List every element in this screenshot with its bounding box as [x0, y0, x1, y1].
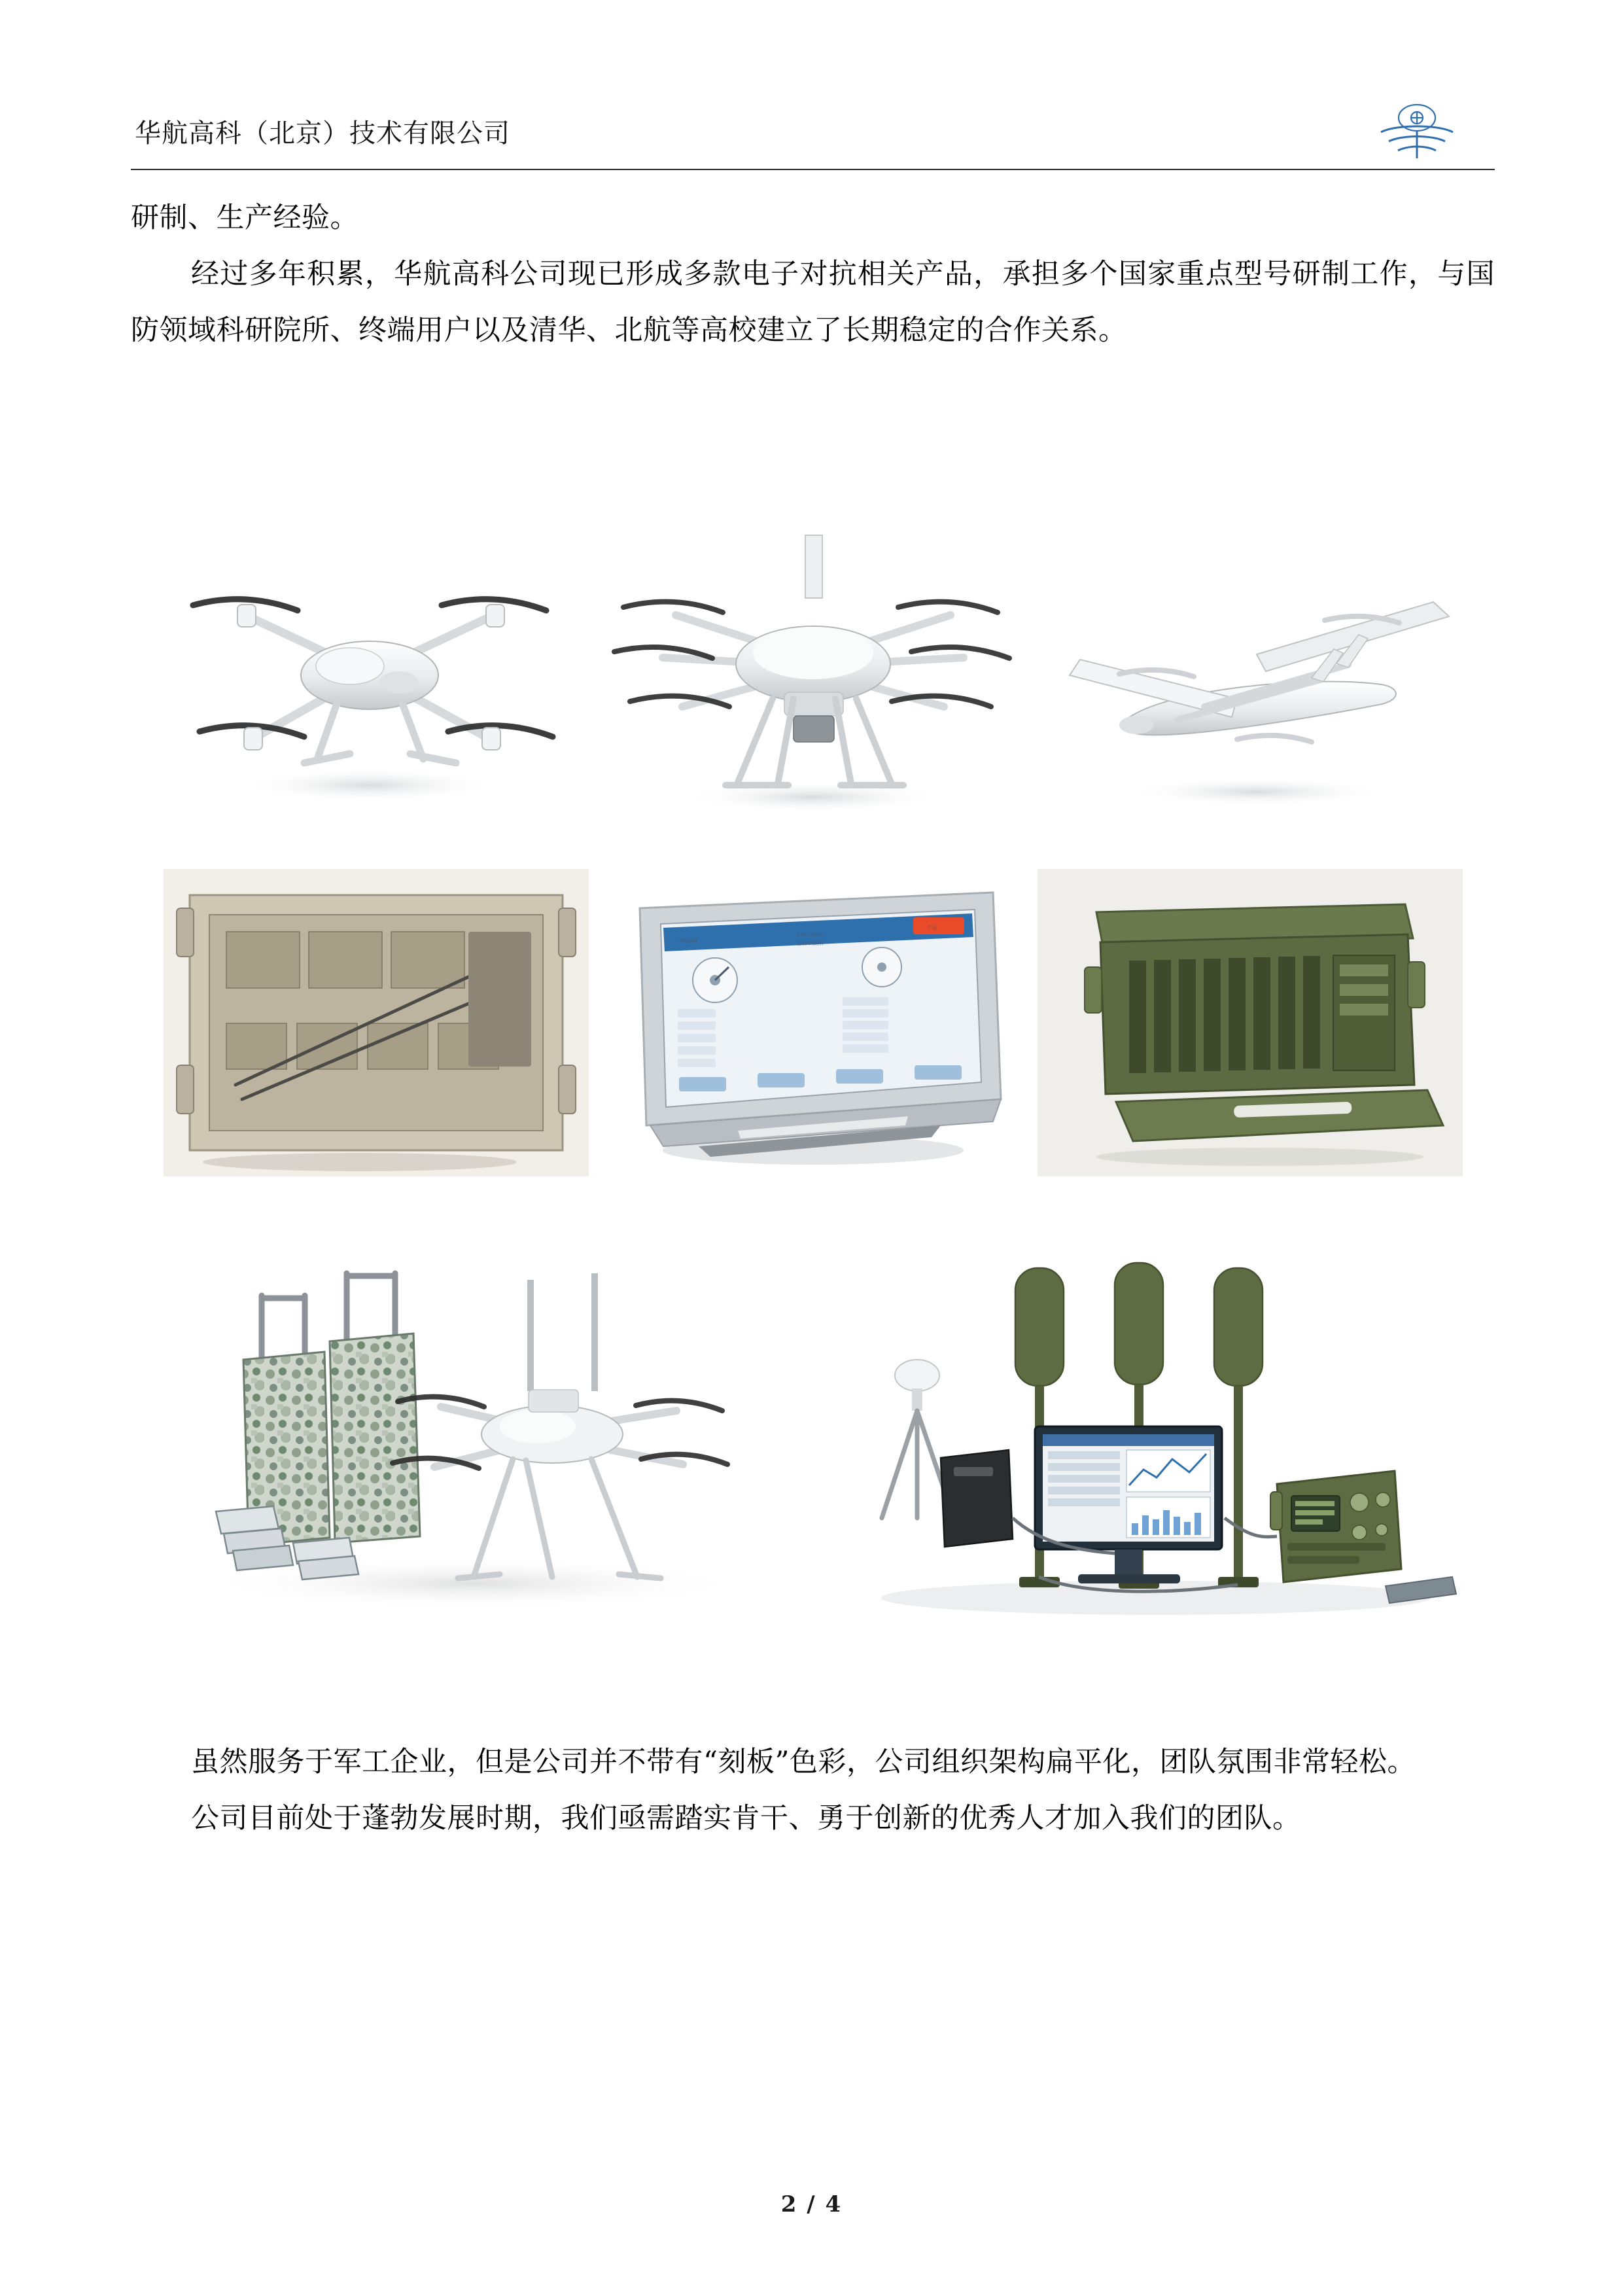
paragraph-4: 公司目前处于蓬勃发展时期，我们亟需踏实肯干、勇于创新的优秀人才加入我们的团队。 [191, 1802, 1301, 1835]
figure-row-2 [131, 869, 1495, 1176]
footer-page-number: 2 / 4 [780, 2191, 843, 2217]
paragraph-1: 研制、生产经验。 [131, 202, 358, 234]
figure-row-3 [131, 1210, 1495, 1629]
header-divider [131, 169, 1495, 170]
terminal-subtitle: 控制终端软件 [796, 942, 824, 946]
figure-military-rack [1038, 869, 1463, 1176]
figure-vtol-fixed-wing-drone [1041, 523, 1473, 831]
bottom-text-block [131, 1734, 1495, 1846]
figure-control-terminal [601, 869, 1026, 1176]
top-text-block [131, 190, 1495, 359]
figure-multirotor-payload-drone [597, 523, 1029, 831]
figure-camo-cases-drone-system [133, 1210, 807, 1629]
huahang-gaoke-logo-icon [1355, 98, 1479, 169]
figure-row-1 [131, 523, 1495, 831]
page-header [131, 98, 1495, 186]
paragraph-2: 经过多年积累，华航高科公司现已形成多款电子对抗相关产品，承担多个国家重点型号研制工作，与国防领域科研院所、终端用户以及清华、北航等高校建立了长期稳定的合作关系。 [131, 258, 1495, 347]
figure-ground-station-antennas [819, 1210, 1493, 1629]
header-company-name: 华航高科（北京）技术有限公司 [135, 118, 510, 149]
figure-quadcopter-drone [154, 523, 585, 831]
paragraph-3: 虽然服务于军工企业，但是公司并不带有“刻板”色彩，公司组织架构扁平化，团队氛围非常轻松。 [191, 1746, 1416, 1778]
terminal-title: XXXX-XXXX [796, 933, 823, 938]
figure-gallery [131, 523, 1495, 1629]
figure-equipment-chassis [164, 869, 589, 1176]
terminal-brand: 华航高科 [678, 939, 697, 944]
terminal-badge: 产品 [927, 926, 937, 930]
